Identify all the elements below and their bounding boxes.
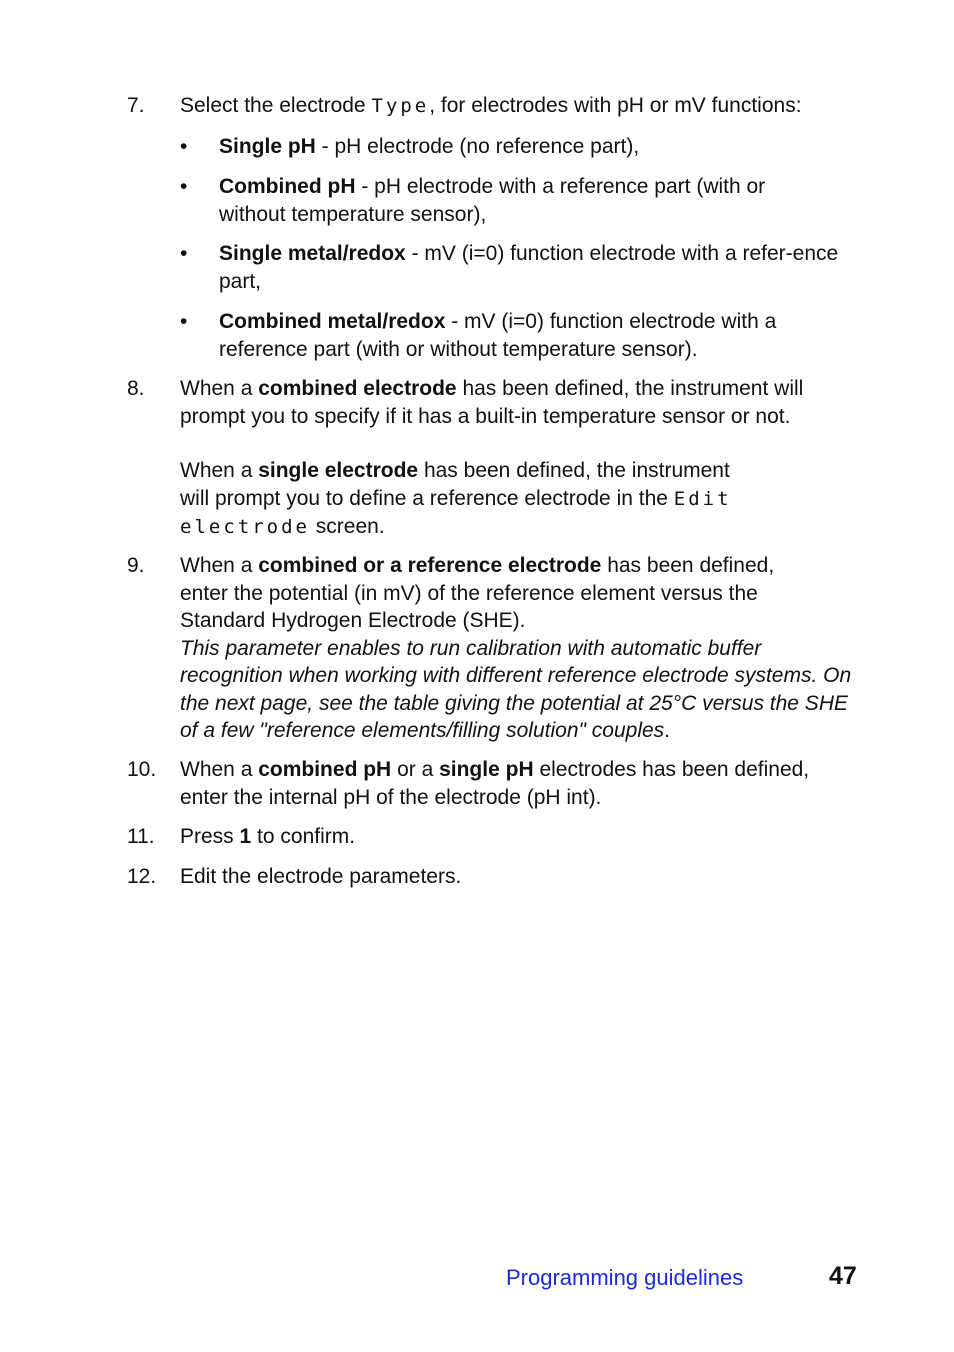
- bullet-term: Single metal/redox: [219, 242, 406, 265]
- step-text: When a: [180, 377, 259, 400]
- bullet-icon: •: [180, 242, 188, 265]
- step-number: 12.: [127, 865, 157, 888]
- footer-section-title: Programming guidelines: [506, 1265, 744, 1290]
- step-text: When a: [180, 758, 259, 781]
- step-number: 11.: [127, 825, 155, 848]
- step-text: Edit the electrode parameters.: [180, 865, 462, 888]
- step-10: [127, 756, 867, 811]
- bullet-combined-metal-redox: [180, 308, 860, 363]
- bullet-description: - pH electrode (no reference part),: [315, 135, 640, 158]
- step-emphasis: single electrode: [258, 459, 419, 482]
- step-emphasis: combined pH: [258, 758, 392, 781]
- bullet-icon: •: [180, 175, 188, 198]
- step-12: [127, 863, 867, 891]
- bullet-term: Single pH: [219, 135, 316, 158]
- step-text: Select the electrode: [180, 94, 372, 117]
- step-number: 8.: [127, 377, 145, 400]
- bullet-description: - pH electrode with a reference part (with or without temperature sensor),: [219, 175, 766, 226]
- bullet-description: - mV (i=0) function electrode with a reference part (with or without temperature sensor).: [219, 310, 777, 361]
- bullet-icon: •: [180, 135, 188, 158]
- step-paragraph: [180, 375, 850, 430]
- step-7: [127, 92, 867, 121]
- type-parameter-code: Type: [371, 95, 430, 117]
- key-label: 1: [239, 825, 252, 848]
- step-text: or a: [391, 758, 440, 781]
- edit-electrode-screen-code: Edit electrode: [180, 487, 732, 538]
- step-text: electrodes has been defined, enter the internal pH of the electrode (pH int).: [180, 758, 810, 809]
- step-text: has been defined, the instrument will prompt you to specify if it has a built-in temperature sensor or not.: [180, 377, 804, 428]
- step-emphasis: single pH: [439, 758, 534, 781]
- step-number: 10.: [127, 758, 157, 781]
- step-text: When a: [180, 459, 259, 482]
- step-emphasis: combined electrode: [258, 377, 457, 400]
- bullet-term: Combined metal/redox: [219, 310, 446, 333]
- step-text: has been defined, enter the potential (in mV) of the reference element versus the Standard Hydrogen Electrode (SHE).: [180, 554, 775, 632]
- bullet-description: - mV (i=0) function electrode with a refer-ence part,: [219, 242, 839, 293]
- step-text: to confirm.: [251, 825, 356, 848]
- step-9: [127, 552, 867, 745]
- bullet-icon: •: [180, 310, 188, 333]
- step-11: [127, 823, 867, 851]
- step-number: 7.: [127, 94, 145, 117]
- step-text: , for electrodes with pH or mV functions:: [429, 94, 802, 117]
- step-paragraph: [180, 457, 740, 542]
- step-note: This parameter enables to run calibration with automatic buffer recognition when working with different reference electrode systems. On the next page, see the table giving the potential at 25°C versus the SHE of a few "reference elements/filling solution" couples: [180, 636, 852, 742]
- step-text: When a: [180, 554, 259, 577]
- bullet-term: Combined pH: [219, 175, 356, 198]
- bullet-single-metal-redox: [180, 240, 860, 295]
- step-text: has been defined, the instrument will prompt you to define a reference electrode in the: [180, 459, 730, 510]
- step-text: screen.: [309, 515, 385, 538]
- step-number: 9.: [127, 554, 145, 577]
- page-number: 47: [829, 1262, 857, 1290]
- step-text: .: [664, 719, 671, 742]
- step-text: Press: [180, 825, 240, 848]
- step-emphasis: combined or a reference electrode: [258, 554, 602, 577]
- step-8: [127, 375, 867, 542]
- bullet-combined-ph: [180, 173, 860, 228]
- bullet-single-ph: [180, 133, 860, 161]
